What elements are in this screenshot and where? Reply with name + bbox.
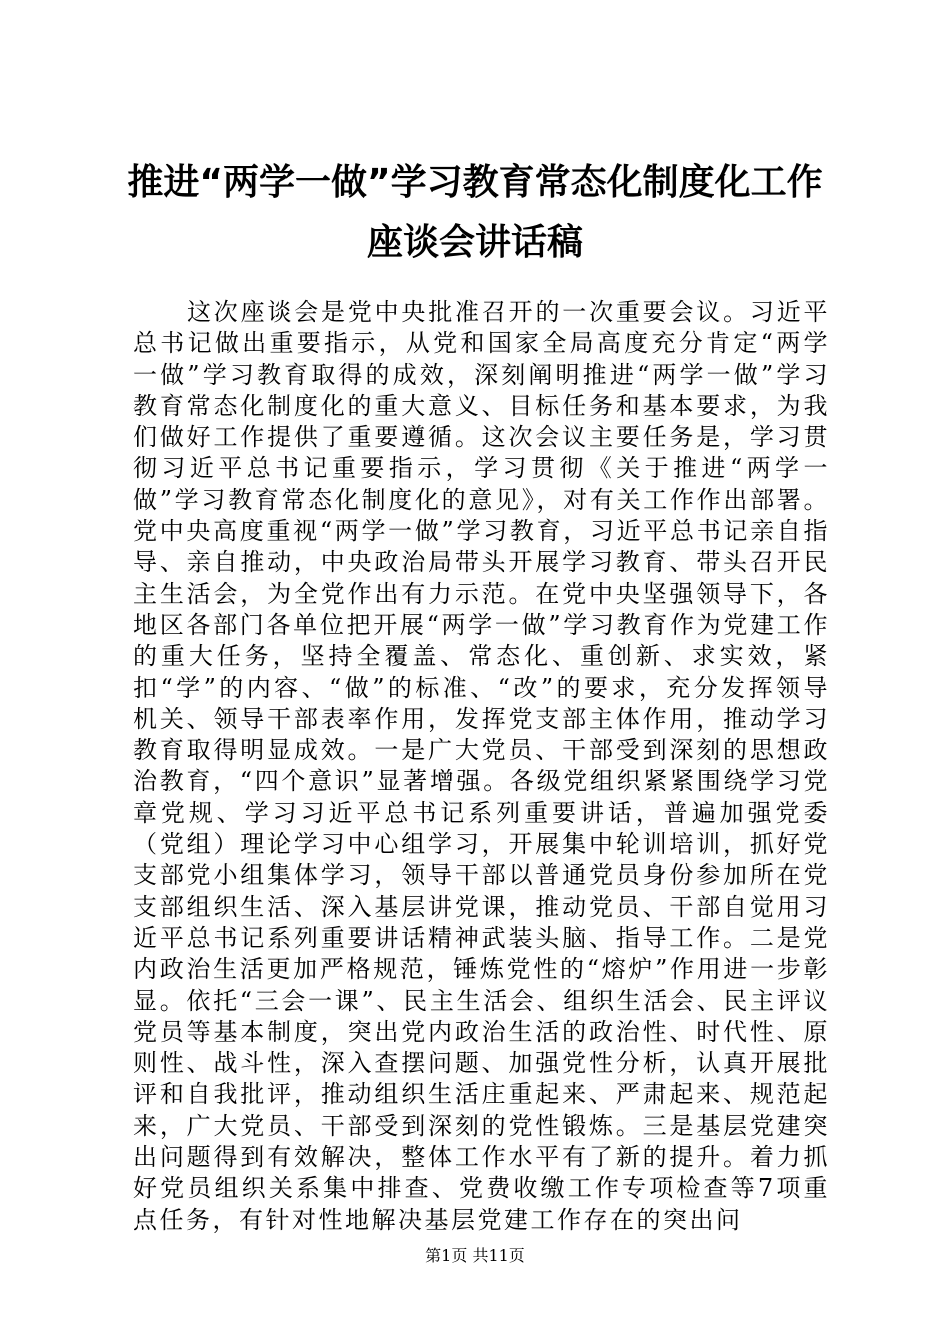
document-title-line-2: 座谈会讲话稿 bbox=[366, 222, 583, 263]
document-title-line-1: 推进“两学一做”学习教育常态化制度化工作 bbox=[127, 162, 823, 203]
page-indicator: 第1页 共11页 bbox=[425, 1246, 525, 1265]
body-paragraph: 这次座谈会是党中央批准召开的一次重要会议。习近平总书记做出重要指示，从党和国家全局高度充分肯定“两学一做”学习教育取得的成效，深刻阐明推进“两学一做”学习教育常态化制度化的重大意义、目标任务和基本要求，为我们做好工作提供了重要遵循。这次会议主要任务是，学习贯彻习近平总书记重要指示，学习贯彻《关于推进“两学一做”学习教育常态化制度化的意见》，对有关工作作出部署。党中央高度重视“两学一做”学习教育，习近平总书记亲自指导、亲自推动，中央政治局带头开展学习教育、带头召开民主生活会，为全党作出有力示范。在党中央坚强领导下，各地区各部门各单位把开展“两学一做”学习教育作为党建工作的重大任务，坚持全覆盖、常态化、重创新、求实效，紧扣“学”的内容、“做”的标准、“改”的要求，充分发挥领导机关、领导干部表率作用，发挥党支部主体作用，推动学习教育取得明显成效。一是广大党员、干部受到深刻的思想政治教育，“四个意识”显著增强。各级党组织紧紧围绕学习党章党规、学习习近平总书记系列重要讲话，普遍加强党委（党组）理论学习中心组学习，开展集中轮训培训，抓好党支部党小组集体学习，领导干部以普通党员身份参加所在党支部组织生活、深入基层讲党课，推动党员、干部自觉用习近平总书记系列重要讲话精神武装头脑、指导工作。二是党内政治生活更加严格规范，锤炼党性的“熔炉”作用进一步彰显。依托“三会一课”、民主生活会、组织生活会、民主评议党员等基本制度，突出党内政治生活的政治性、时代性、原则性、战斗性，深入查摆问题、加强党性分析，认真开展批评和自我批评，推动组织生活庄重起来、严肃起来、规范起来，广大党员、干部受到深刻的党性锻炼。三是基层党建突出问题得到有效解决，整体工作水平有了新的提升。着力抓好党员组织关系集中排查、党费收缴工作专项检查等7项重点任务，有针对性地解决基层党建工作存在的突出问 bbox=[133, 298, 830, 1234]
